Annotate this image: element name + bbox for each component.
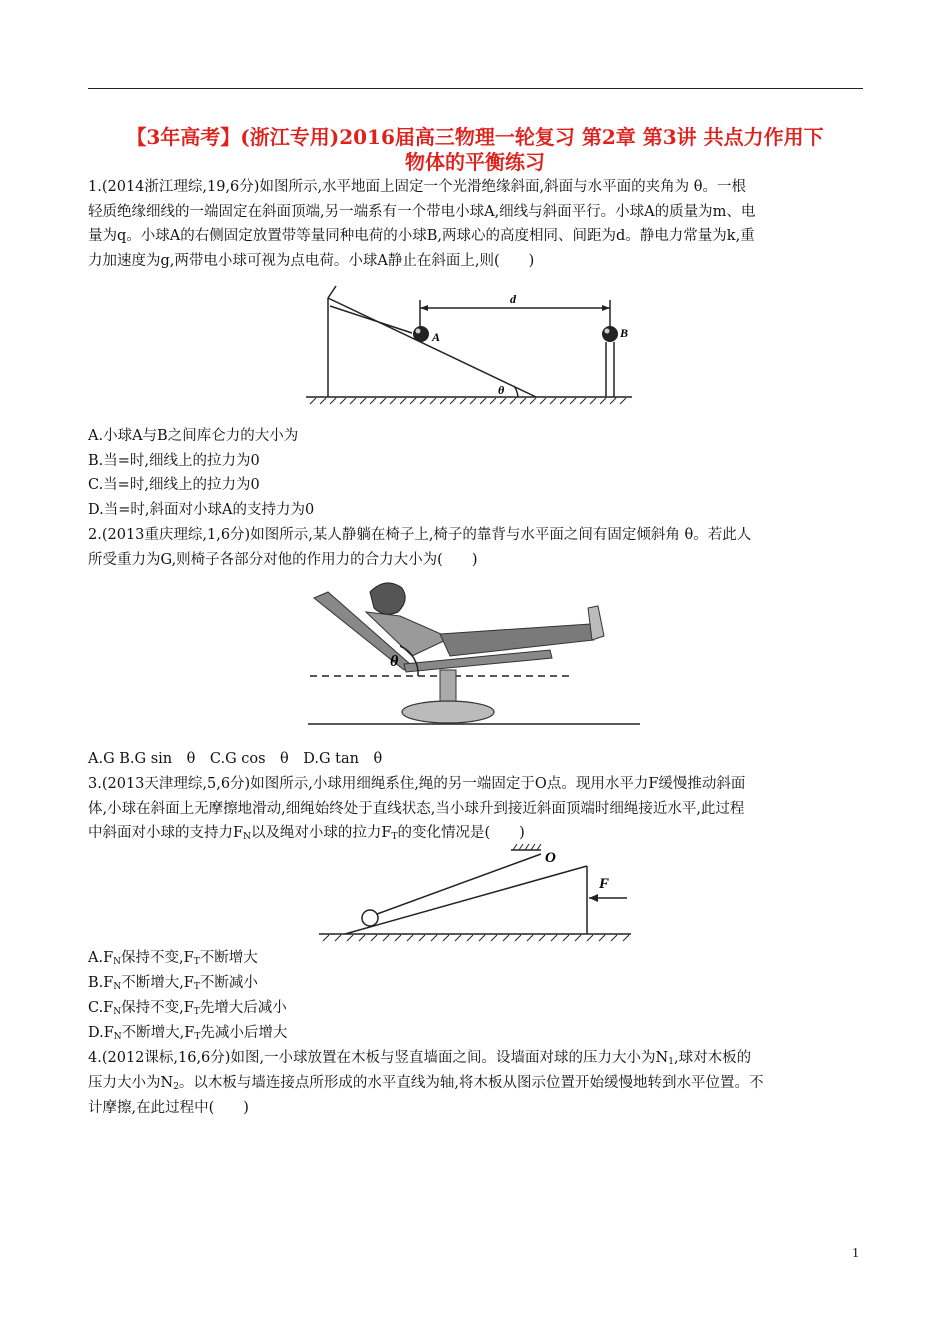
q2-line-2: 所受重力为G,则椅子各部分对他的作用力的合力大小为( ) <box>88 552 478 568</box>
q1-label-b: B <box>620 326 629 340</box>
q2-line-1: 2.(2013重庆理综,1,6分)如图所示,某人静躺在椅子上,椅子的靠背与水平面之间有固定倾斜角 θ。若此人 <box>88 527 752 543</box>
q1-line-2: 轻质绝缘细线的一端固定在斜面顶端,另一端系有一个带电小球A,细线与斜面平行。小球A的质量为m、电 <box>88 204 756 220</box>
page-title-line1: 【3年高考】(浙江专用)2016届高三物理一轮复习 第2章 第3讲 共点力作用下 <box>126 125 824 149</box>
q4-line-3: 计摩擦,在此过程中( ) <box>88 1100 249 1116</box>
q3-figure-ramp <box>315 842 635 944</box>
q1-label-a: A <box>432 330 441 344</box>
q1-option-c: C.当=时,细线上的拉力为0 <box>88 477 260 493</box>
q3-option-d: $D.F_N$不断增大$,F_T$先减小后增大 <box>88 1025 288 1042</box>
q1-line-4: 力加速度为g,两带电小球可视为点电荷。小球A静止在斜面上,则( ) <box>88 253 535 269</box>
q3-option-a: $A.F_N$保持不变$,F_T$不断增大 <box>88 950 258 967</box>
q1-option-b: B.当=时,细线上的拉力为0 <box>88 453 260 469</box>
q3-option-b: $B.F_N$不断增大$,F_T$不断减小 <box>88 975 258 992</box>
q3-line-2: 体,小球在斜面上无摩擦地滑动,细绳始终处于直线状态,当小球升到接近斜面顶端时细绳接近水平,此过程 <box>88 801 745 817</box>
page-number: 1 <box>852 1246 859 1261</box>
q1-option-d: D.当=时,斜面对小球A的支持力为0 <box>88 502 315 518</box>
q3-line-1: 3.(2013天津理综,5,6分)如图所示,小球用细绳系住,绳的另一端固定于O点。现用水平力F缓慢推动斜面 <box>88 776 746 792</box>
q1-label-theta: θ <box>498 383 505 397</box>
q2-figure-recliner <box>300 572 645 742</box>
page-title-line2: 物体的平衡练习 <box>405 150 545 174</box>
q1-option-a: A.小球A与B之间库仑力的大小为 <box>88 428 299 444</box>
q2-options: A.G B.G sin θ C.G cos θ D.G tan θ <box>88 751 383 767</box>
q4-line-1: 4.(2012课标,16,6分)如图,一小球放置在木板与竖直墙面之间。设墙面对球的压力大小为$N_1$,球对木板的 <box>88 1050 752 1067</box>
q3-line-3: 中斜面对小球的支持力$F_N$以及绳对小球的拉力$F_T$的变化情况是( ) <box>88 825 525 842</box>
q3-option-c: $C.F_N$保持不变$,F_T$先增大后减小 <box>88 1000 287 1017</box>
q1-figure-incline <box>300 278 640 408</box>
q2-label-theta: θ <box>390 653 399 670</box>
q3-label-f: F <box>599 876 610 892</box>
q1-line-1: 1.(2014浙江理综,19,6分)如图所示,水平地面上固定一个光滑绝缘斜面,斜面与水平面的夹角为 θ。一根 <box>88 179 746 195</box>
q4-line-2: 压力大小为$N_2$。以木板与墙连接点所形成的水平直线为轴,将木板从图示位置开始缓慢地转到水平位置。不 <box>88 1075 764 1092</box>
header-rule <box>88 88 863 89</box>
q3-label-o: O <box>545 850 556 866</box>
q1-label-d: d <box>510 292 516 306</box>
q1-line-3: 量为q。小球A的右侧固定放置带等量同种电荷的小球B,两球心的高度相同、间距为d。静电力常量为k,重 <box>88 228 755 244</box>
